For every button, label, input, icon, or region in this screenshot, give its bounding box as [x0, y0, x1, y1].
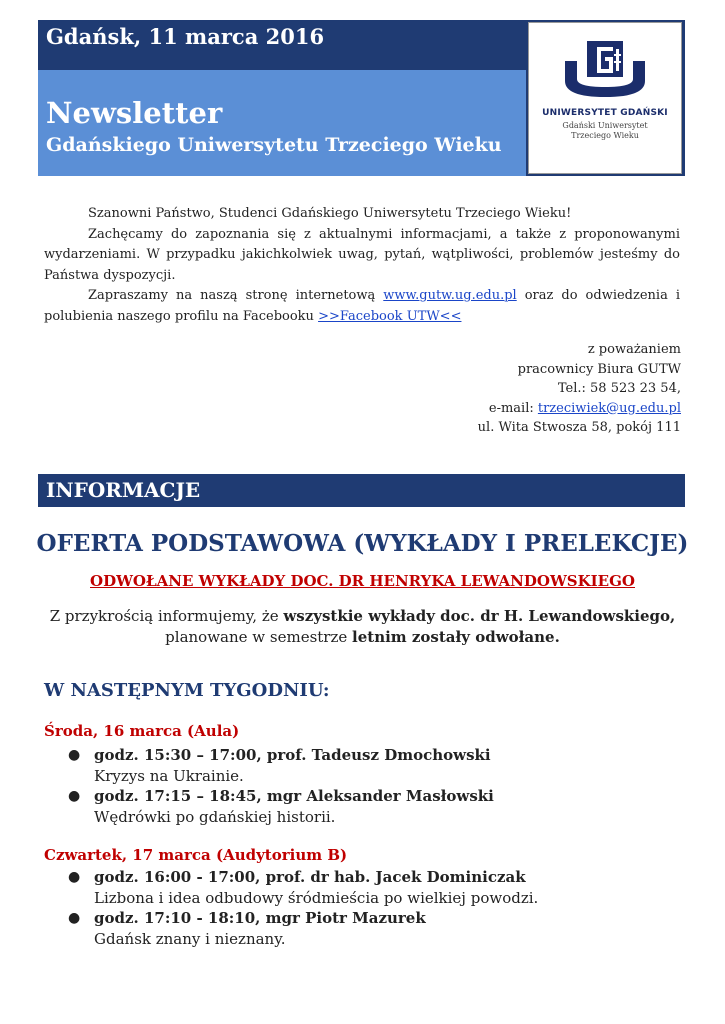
event-topic: Gdańsk znany i nieznany. — [94, 929, 286, 948]
invitation-text-2: oraz do odwiedzenia i polubienia naszego profilu na Facebooku — [44, 288, 681, 324]
ug-emblem-icon — [559, 37, 651, 101]
event-item — [58, 786, 698, 827]
cancellation-notice — [0, 606, 725, 648]
event-list — [58, 867, 698, 949]
signature-block — [281, 340, 681, 438]
intro-text — [44, 204, 680, 327]
invitation-text-1: Zapraszamy na naszą stronę internetową — [88, 288, 384, 303]
event-topic: Lizbona i idea odbudowy śródmieścia po wielkiej powodzi. — [94, 888, 539, 907]
notice-line-2 — [0, 627, 725, 648]
signature-staff: pracownicy Biura GUTW — [517, 361, 681, 377]
bullet-icon: ● — [68, 869, 81, 885]
notice-bold-1: wszystkie wykłady doc. dr H. Lewandowskiego, — [283, 607, 676, 625]
bullet-icon: ● — [68, 747, 81, 763]
event-item — [58, 867, 698, 908]
university-logo — [528, 22, 682, 174]
event-item — [58, 745, 698, 786]
section-heading-info — [38, 474, 685, 507]
event-time-speaker: godz. 15:30 – 17:00, prof. Tadeusz Dmochowski — [94, 746, 491, 764]
event-item — [58, 908, 698, 949]
header-date-bar — [38, 20, 526, 70]
newsletter-subtitle: Gdańskiego Uniwersytetu Trzeciego Wieku — [46, 134, 502, 156]
event-list — [58, 745, 698, 827]
day-title: Środa, 16 marca (Aula) — [44, 722, 240, 740]
day-title: Czwartek, 17 marca (Audytorium B) — [44, 846, 348, 864]
event-time-speaker: godz. 17:15 – 18:45, mgr Aleksander Masłowski — [94, 787, 494, 805]
website-link[interactable]: www.gutw.ug.edu.pl — [383, 288, 517, 303]
email-label: e-mail: — [488, 400, 538, 416]
cancelled-lectures-heading: ODWOŁANE WYKŁADY DOC. DR HENRYKA LEWANDOWSKIEGO — [90, 572, 635, 590]
logo-subtitle-line2: Trzeciego Wieku — [571, 131, 639, 140]
signature-address: ul. Wita Stwosza 58, pokój 111 — [477, 420, 681, 435]
intro-paragraph: Zachęcamy do zapoznania się z aktualnymi informacjami, a także z proponowanymi wydarzeniami. W przypadku jakichkolwiek uwag, pytań, wątpliwości, problemów jesteśmy do Państwa dyspozycji. — [44, 226, 680, 283]
notice-text-1: Z przykrością informujemy, że — [49, 607, 284, 625]
event-time-speaker: godz. 17:10 - 18:10, mgr Piotr Mazurek — [94, 909, 426, 927]
intro-greeting: Szanowni Państwo, Studenci Gdańskiego Uniwersytetu Trzeciego Wieku! — [88, 206, 572, 221]
notice-text-2: planowane w semestrze — [165, 628, 353, 646]
event-topic: Kryzys na Ukrainie. — [94, 766, 244, 785]
event-topic: Wędrówki po gdańskiej historii. — [94, 807, 336, 826]
info-heading-text: INFORMACJE — [46, 478, 201, 502]
event-time-speaker: godz. 16:00 - 17:00, prof. dr hab. Jacek Dominiczak — [94, 868, 526, 886]
newsletter-title: Newsletter — [46, 96, 223, 130]
signature-closing: z poważaniem — [587, 342, 681, 357]
next-week-heading: W NASTĘPNYM TYGODNIU: — [44, 680, 330, 701]
bullet-icon: ● — [68, 910, 81, 926]
signature-phone: Tel.: 58 523 23 54, — [557, 381, 681, 396]
bullet-icon: ● — [68, 788, 81, 804]
offer-heading: OFERTA PODSTAWOWA (WYKŁADY I PRELEKCJE) — [36, 530, 689, 557]
facebook-link[interactable]: >>Facebook UTW<< — [318, 308, 462, 324]
intro-invitation — [44, 286, 680, 327]
header-title-block — [38, 70, 526, 176]
notice-bold-2: letnim zostały odwołane. — [352, 628, 560, 646]
logo-subtitle-line1: Gdański Uniwersytet — [562, 121, 648, 130]
signature-email-line — [281, 399, 681, 419]
notice-line-1 — [0, 606, 725, 627]
logo-university-name: UNIWERSYTET GDAŃSKI — [542, 108, 668, 118]
email-link[interactable]: trzeciwiek@ug.edu.pl — [537, 400, 681, 416]
newsletter-date: Gdańsk, 11 marca 2016 — [46, 24, 325, 49]
